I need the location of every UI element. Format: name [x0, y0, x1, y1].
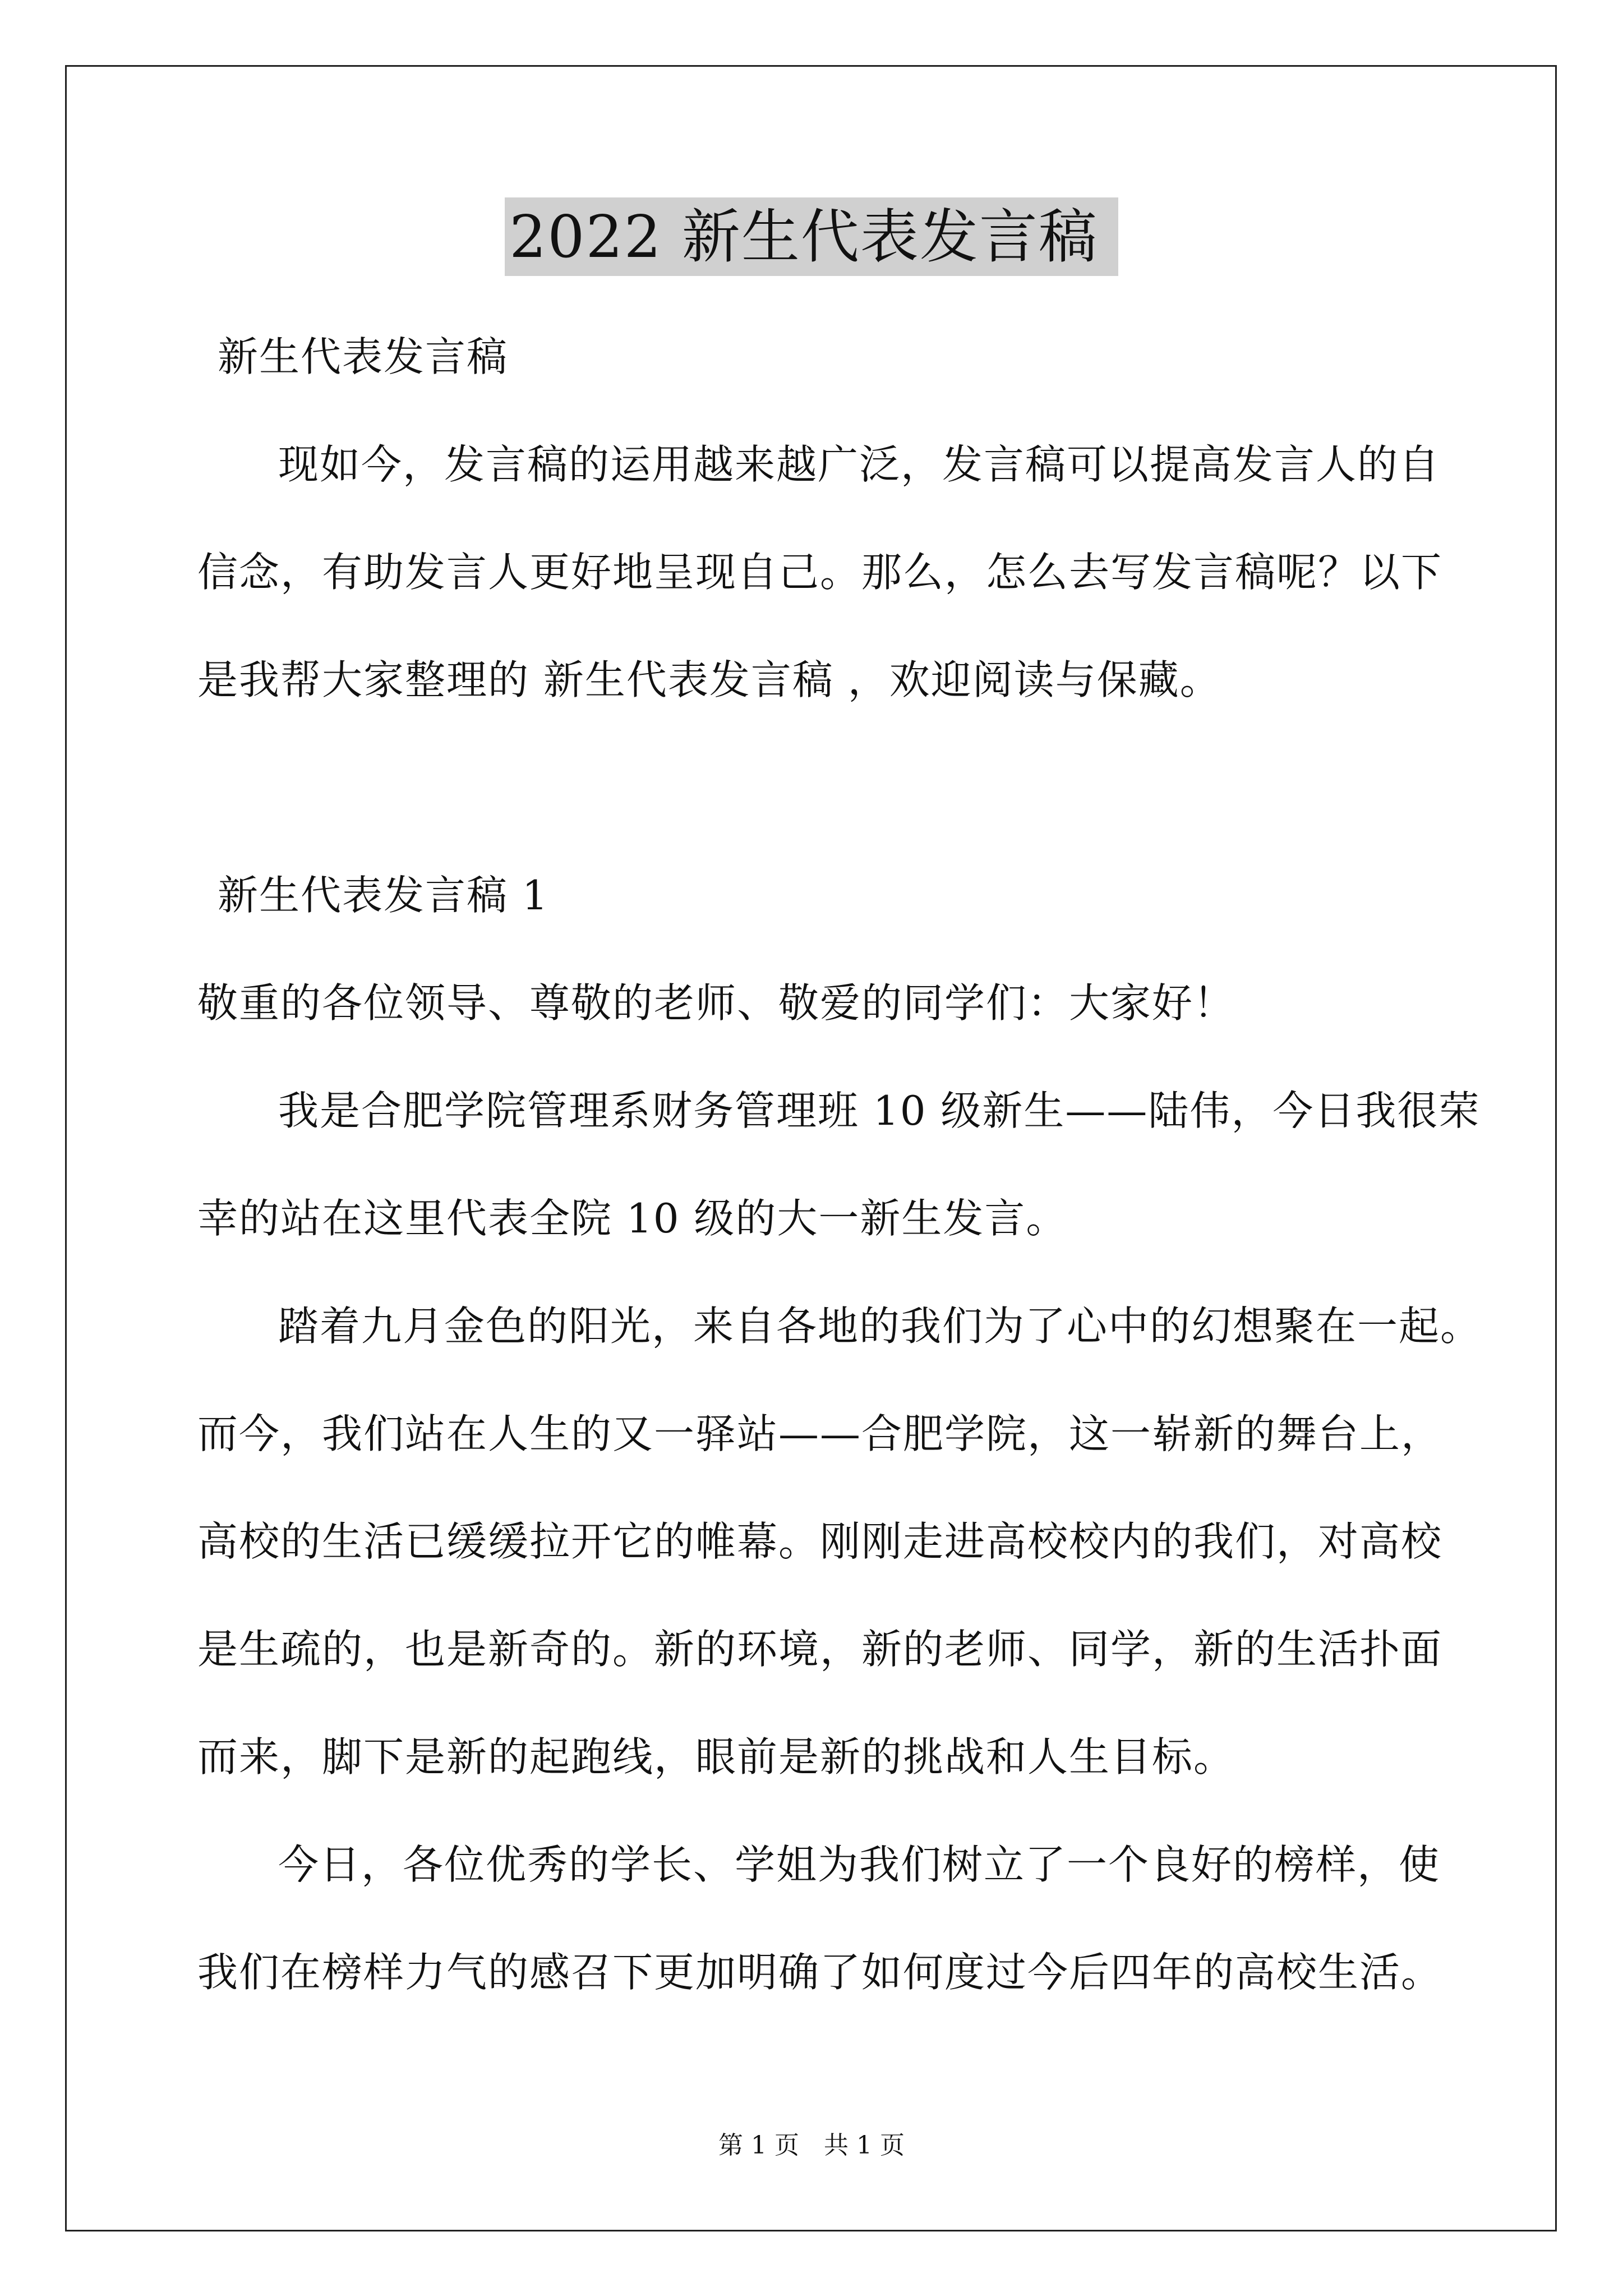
- paragraph-line: 幸的站在这里代表全院 10 级的大一新生发言。: [197, 1195, 1068, 1242]
- paragraph-line: 踏着九月金色的阳光，来自各地的我们为了心中的幻想聚在一起。: [278, 1303, 1482, 1350]
- title-container: [0, 197, 1623, 276]
- paragraph-line: 我们在榜样力气的感召下更加明确了如何度过今后四年的高校生活。: [197, 1949, 1443, 1996]
- paragraph-line: 我是合肥学院管理系财务管理班 10 级新生——陆伟，今日我很荣: [278, 1087, 1481, 1134]
- spacer: [197, 734, 1431, 841]
- document-body: [197, 303, 1482, 2026]
- section-heading: 新生代表发言稿 1: [218, 872, 549, 919]
- intro-line: 信念，有助发言人更好地呈现自己。那么，怎么去写发言稿呢？以下: [197, 549, 1443, 596]
- document-title: 2022 新生代表发言稿: [505, 197, 1118, 276]
- intro-heading: 新生代表发言稿: [218, 333, 509, 380]
- greeting: 敬重的各位领导、尊敬的老师、敬爱的同学们：大家好！: [197, 979, 1235, 1027]
- page-footer: 第 1 页 共 1 页: [718, 2131, 905, 2160]
- paragraph-line: 今日，各位优秀的学长、学姐为我们树立了一个良好的榜样，使: [278, 1841, 1441, 1888]
- paragraph-line: 而来，脚下是新的起跑线，眼前是新的挑战和人生目标。: [197, 1733, 1235, 1780]
- paragraph-line: 而今，我们站在人生的又一驿站——合肥学院，这一崭新的舞台上，: [197, 1410, 1443, 1457]
- paragraph-line: 高校的生活已缓缓拉开它的帷幕。刚刚走进高校校内的我们，对高校: [197, 1518, 1443, 1565]
- intro-line: 是我帮大家整理的 新生代表发言稿 ，欢迎阅读与保藏。: [197, 656, 1221, 703]
- intro-line: 现如今，发言稿的运用越来越广泛，发言稿可以提高发言人的自: [278, 441, 1441, 488]
- paragraph-line: 是生疏的，也是新奇的。新的环境，新的老师、同学，新的生活扑面: [197, 1626, 1443, 1673]
